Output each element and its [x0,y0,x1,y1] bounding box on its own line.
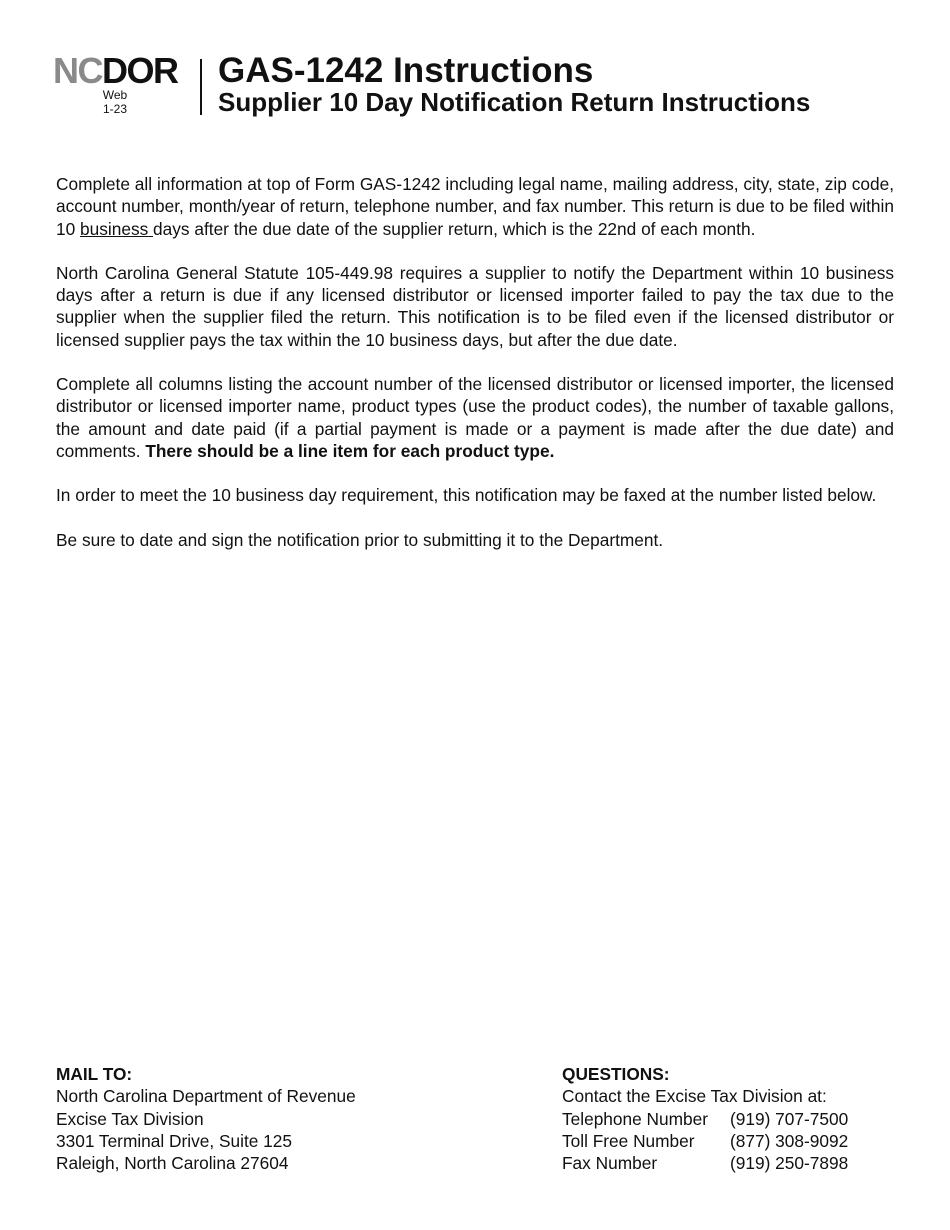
contact-row-telephone [562,1108,902,1130]
logo-nc-text: NC [53,50,102,91]
mail-to-line: Excise Tax Division [56,1108,204,1129]
instructions-body [56,173,894,573]
paragraph-3-bold-note: There should be a line item for each product type. [145,440,555,461]
edition-label [97,88,133,116]
ncdor-logo [53,50,181,116]
contact-phone-number: (919) 707-7500 [730,1108,849,1129]
logo-wordmark [53,50,181,91]
title-block [218,50,810,116]
questions-heading: QUESTIONS: [562,1064,670,1084]
questions-block [562,1063,902,1174]
contact-phone-number: (919) 250-7898 [730,1153,849,1174]
page-subtitle: Supplier 10 Day Notification Return Instructions [218,87,811,117]
paragraph-3-text: Complete all columns listing the account number of the licensed distributor or licensed importer, the licensed distributor or licensed importer name, product types (use the product codes), the number of taxable gallons, the amount and date paid (if a partial payment is made or a payment is made after the due date) and comments. [56,374,894,461]
contact-label: Fax Number [562,1153,658,1174]
paragraph-2: North Carolina General Statute 105-449.98 requires a supplier to notify the Department within 10 business days after a return is due if any licensed distributor or licensed importer failed to pay the tax due to the supplier when the supplier filed the return. This notification is to be filed even if the licensed distributor or licensed supplier pays the tax within the 10 business days, but after the due date. [56,262,894,350]
mail-to-line: North Carolina Department of Revenue [56,1086,356,1107]
logo-dor-text: DOR [102,50,178,91]
contact-phone-number: (877) 308-9092 [730,1130,849,1151]
contact-row-toll-free [562,1130,902,1152]
paragraph-3 [56,373,894,462]
paragraph-1-underlined-word: business [80,218,154,239]
paragraph-1-text-start: Complete all information at top of Form GAS-1242 including legal name, mailing address, city, state, zip code, account number, month/year of return, telephone number, and fax number. This return is due to be filed within 10 [56,174,894,239]
mail-to-heading: MAIL TO: [56,1064,133,1084]
paragraph-4: In order to meet the 10 business day requirement, this notification may be faxed at the number listed below. [56,485,877,506]
header-divider [200,59,202,115]
paragraph-1 [56,173,894,240]
paragraph-5: Be sure to date and sign the notification prior to submitting it to the Department. [56,529,664,550]
paragraph-1-text-end: days after the due date of the supplier return, which is the 22nd of each month. [153,218,756,239]
contact-label: Telephone Number [562,1108,709,1129]
questions-intro: Contact the Excise Tax Division at: [562,1086,827,1107]
mail-to-block [56,1063,476,1174]
page-title: GAS-1242 Instructions [218,51,594,90]
mail-to-line: Raleigh, North Carolina 27604 [56,1153,289,1174]
mail-to-line: 3301 Terminal Drive, Suite 125 [56,1130,292,1151]
contact-label: Toll Free Number [562,1130,695,1151]
page-header [53,50,910,130]
edition-line-1: Web [102,88,128,102]
contact-row-fax [562,1152,902,1174]
edition-line-2: 1-23 [102,102,128,116]
